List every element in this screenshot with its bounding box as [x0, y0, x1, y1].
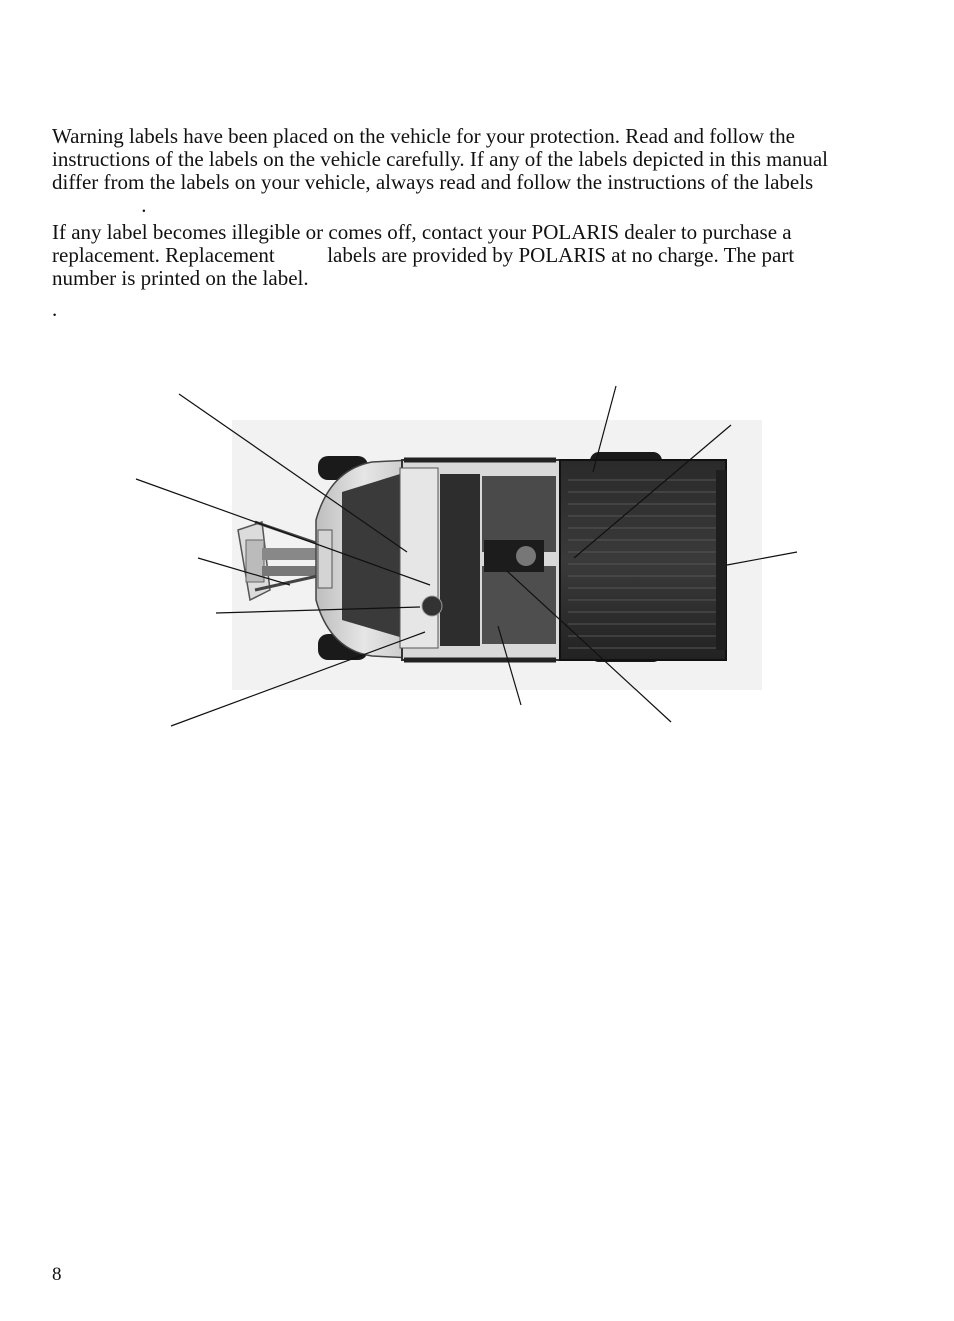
steering-wheel: [422, 596, 442, 616]
dashboard: [400, 468, 438, 648]
page-number: 8: [52, 1264, 62, 1285]
intro-line-1: Warning labels have been placed on the vehicle for your protection. Read and follow the: [52, 124, 795, 148]
replacement-line-1: If any label becomes illegible or comes off, contact your POLARIS dealer to purchase a: [52, 220, 792, 244]
trailing-dot: .: [52, 297, 58, 321]
replacement-line-3: number is printed on the label.: [52, 266, 309, 290]
console-knob: [516, 546, 536, 566]
seat-right: [482, 566, 556, 644]
vehicle-label-location-diagram: [0, 370, 954, 740]
tailgate: [716, 470, 726, 650]
steering-column-area: [440, 474, 480, 646]
intro-line-2: instructions of the labels on the vehicle carefully. If any of the labels depicted in this manual: [52, 147, 828, 171]
replacement-line-2: replacement. Replacement labels are provided by POLARIS at no charge. The part: [52, 243, 795, 267]
intro-line-4: .: [52, 193, 147, 217]
replacement-paragraph: [52, 221, 912, 290]
front-bumper: [318, 530, 332, 588]
intro-paragraph: [52, 125, 912, 217]
intro-line-3: differ from the labels on your vehicle, always read and follow the instructions of the labels: [52, 170, 814, 194]
cargo-bed: [560, 460, 726, 660]
